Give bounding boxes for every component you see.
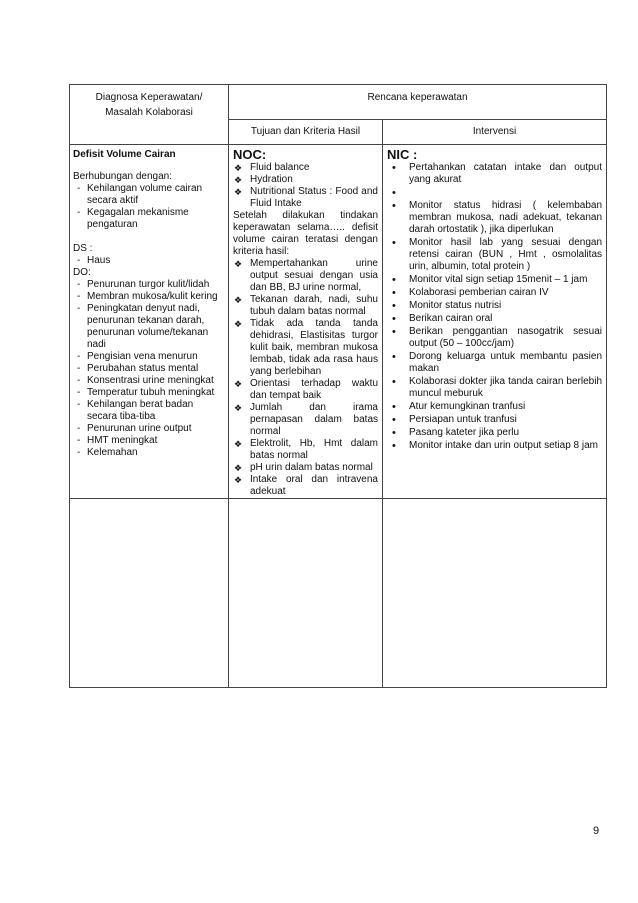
list-item: ❖ Fluid balance	[233, 162, 378, 174]
list-item: • Kolaborasi dokter jika tanda cairan berlebih muncul meburuk	[387, 376, 602, 400]
list-item: ❖ Mempertahankan urine output sesuai dengan usia dan BB, BJ urine normal,	[233, 258, 378, 294]
list-item: - Peningkatan denyut nadi, penurunan tekanan darah, penurunan volume/tekanan nadi	[73, 303, 225, 351]
header-intervention: Intervensi	[383, 120, 607, 145]
list-item: • Pasang kateter jika perlu	[387, 427, 602, 439]
related-label: Berhubungan dengan:	[73, 171, 172, 182]
header-diagnosis-line2: Masalah Kolaborasi	[105, 107, 193, 118]
list-item: - Penurunan turgor kulit/lidah	[73, 279, 225, 291]
list-item: • Atur kemungkinan tranfusi	[387, 401, 602, 413]
empty-cell	[70, 499, 229, 688]
list-item: - Membran mukosa/kulit kering	[73, 291, 225, 303]
noc-heading: NOC:	[233, 147, 267, 162]
header-row-1	[70, 85, 607, 120]
ds-label: DS :	[73, 243, 93, 254]
diagnosis-cell	[70, 145, 229, 499]
list-item: ❖ pH urin dalam batas normal	[233, 462, 378, 474]
list-item: - Kegagalan mekanisme pengaturan	[73, 207, 225, 231]
header-diagnosis-line1: Diagnosa Keperawatan/	[95, 92, 203, 103]
list-item: - Pengisian vena menurun	[73, 351, 225, 363]
list-item: ❖ Hydration	[233, 174, 378, 186]
noc-outcome-list	[233, 162, 378, 210]
list-item: - Kelemahan	[73, 447, 225, 459]
empty-row	[70, 499, 607, 688]
list-item: • Berikan cairan oral	[387, 313, 602, 325]
list-item: • Monitor hasil lab yang sesuai dengan retensi cairan (BUN , Hmt , osmolalitas urin, albumin, total protein )	[387, 237, 602, 273]
nic-list	[387, 162, 602, 452]
intervention-cell	[383, 145, 607, 499]
list-item: - Penurunan urine output	[73, 423, 225, 435]
list-item: ❖ Elektrolit, Hb, Hmt dalam batas normal	[233, 438, 378, 462]
empty-cell	[229, 499, 383, 688]
list-item: - Perubahan status mental	[73, 363, 225, 375]
nic-heading: NIC :	[387, 147, 418, 162]
header-outcome: Tujuan dan Kriteria Hasil	[229, 120, 383, 145]
outcome-cell	[229, 145, 383, 499]
related-list	[73, 183, 225, 231]
content-row	[70, 145, 607, 499]
header-plan: Rencana keperawatan	[229, 85, 607, 120]
list-item: ❖ Tekanan darah, nadi, suhu tubuh dalam batas normal	[233, 294, 378, 318]
do-label: DO:	[73, 267, 91, 278]
list-item: • Monitor status nutrisi	[387, 300, 602, 312]
list-item: ❖ Tidak ada tanda tanda dehidrasi, Elastisitas turgor kulit baik, membran mukosa lembab, tidak ada rasa haus yang berlebihan	[233, 318, 378, 378]
list-item: ❖ Orientasi terhadap waktu dan tempat baik	[233, 378, 378, 402]
noc-criteria-list	[233, 258, 378, 498]
list-item: • Dorong keluarga untuk membantu pasien makan	[387, 351, 602, 375]
list-item: - Haus	[73, 255, 225, 267]
list-item: - HMT meningkat	[73, 435, 225, 447]
diagnosis-title: Defisit Volume Cairan	[73, 149, 176, 160]
list-item: • Monitor vital sign setiap 15menit – 1 jam	[387, 274, 602, 286]
header-diagnosis	[70, 85, 229, 145]
list-item: ❖ Intake oral dan intravena adekuat	[233, 474, 378, 498]
empty-cell	[383, 499, 607, 688]
care-plan-table	[69, 84, 607, 688]
list-item: • Monitor intake dan urin output setiap 8 jam	[387, 440, 602, 452]
page-number: 9	[593, 825, 600, 837]
list-item: • Pertahankan catatan intake dan output yang akurat	[387, 162, 602, 186]
list-item: • Monitor status hidrasi ( kelembaban membran mukosa, nadi adekuat, tekanan darah ortostatik ), jika diperlukan	[387, 200, 602, 236]
list-item: ❖ Jumlah dan irama pernapasan dalam batas normal	[233, 402, 378, 438]
noc-statement: Setelah dilakukan tindakan keperawatan selama….. defisit volume cairan teratasi dengan kriteria hasil:	[233, 210, 378, 257]
list-item	[387, 187, 602, 199]
list-item: • Kolaborasi pemberian cairan IV	[387, 287, 602, 299]
ds-list	[73, 255, 225, 267]
list-item: - Temperatur tubuh meningkat	[73, 387, 225, 399]
list-item: - Kehilangan volume cairan secara aktif	[73, 183, 225, 207]
list-item: • Berikan penggantian nasogatrik sesuai output (50 – 100cc/jam)	[387, 326, 602, 350]
list-item: - Konsentrasi urine meningkat	[73, 375, 225, 387]
list-item: - Kehilangan berat badan secara tiba-tiba	[73, 399, 225, 423]
do-list	[73, 279, 225, 459]
list-item: ❖ Nutritional Status : Food and Fluid Intake	[233, 186, 378, 210]
list-item: • Persiapan untuk tranfusi	[387, 414, 602, 426]
